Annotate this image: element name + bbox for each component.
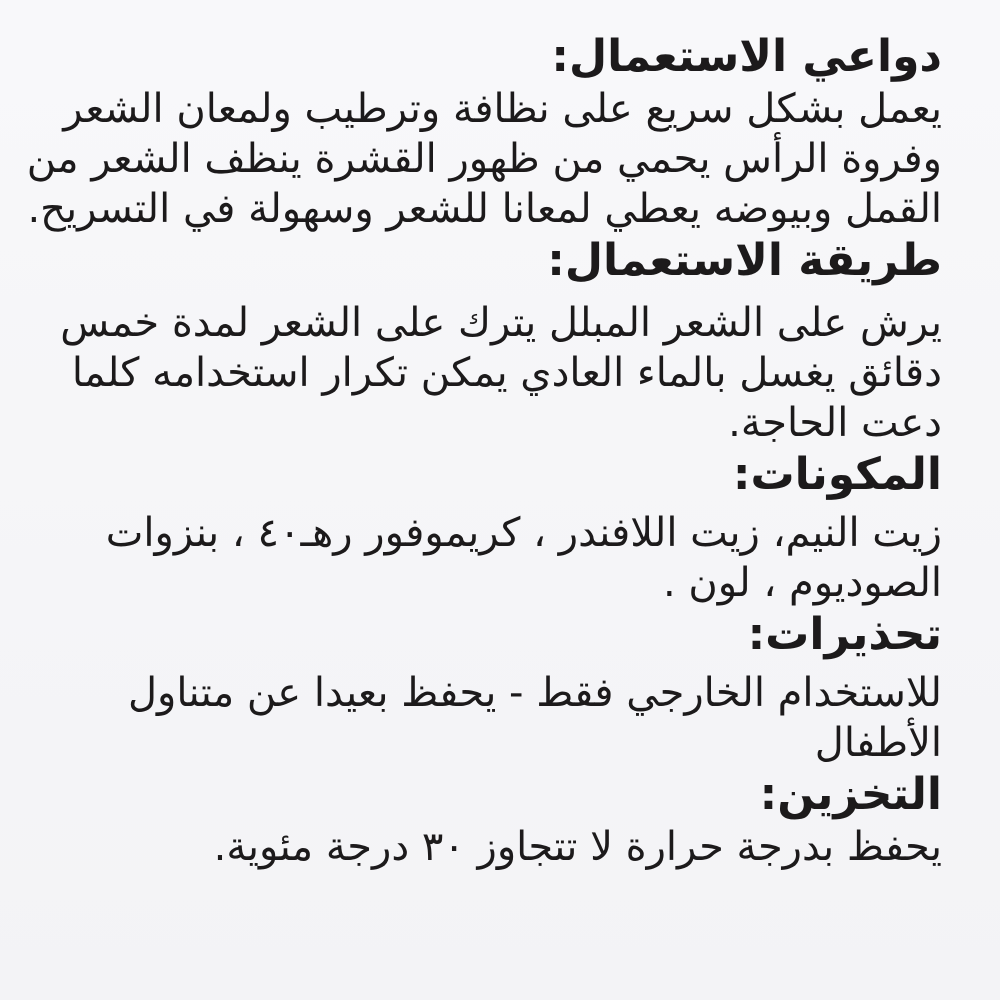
section-indications [26, 30, 942, 234]
section-heading: دواعي الاستعمال: [551, 31, 942, 82]
section-line: دقائق يغسل بالماء العادي يمكن تكرار استخدامه كلما [71, 350, 942, 396]
section-line: يعمل بشكل سريع على نظافة وترطيب ولمعان الشعر [63, 86, 942, 132]
section-warnings [52, 608, 942, 768]
section-ingredients [52, 448, 942, 608]
section-heading: طريقة الاستعمال: [547, 235, 942, 286]
section-usage [52, 234, 942, 448]
section-line: الأطفال [814, 720, 942, 766]
section-line: زيت النيم، زيت اللافندر ، كريموفور رهـ٤٠ ، بنزوات [105, 510, 942, 556]
section-heading: المكونات: [732, 449, 942, 500]
section-line: وفروة الرأس يحمي من ظهور القشرة ينظف الشعر من [26, 136, 942, 182]
label-text-block [26, 30, 942, 872]
section-storage [52, 768, 942, 872]
section-line: دعت الحاجة. [728, 400, 942, 446]
section-heading: تحذيرات: [747, 609, 942, 660]
section-line: الصوديوم ، لون . [662, 560, 942, 606]
section-line: للاستخدام الخارجي فقط - يحفظ بعيدا عن متناول [127, 670, 942, 716]
spacer [52, 288, 942, 298]
section-line: يرش على الشعر المبلل يترك على الشعر لمدة خمس [60, 300, 942, 346]
section-heading: التخزين: [759, 769, 942, 820]
section-line: القمل وبيوضه يعطي لمعانا للشعر وسهولة في التسريح. [27, 186, 942, 232]
section-line: يحفظ بدرجة حرارة لا تتجاوز ٣٠ درجة مئوية. [213, 824, 942, 870]
